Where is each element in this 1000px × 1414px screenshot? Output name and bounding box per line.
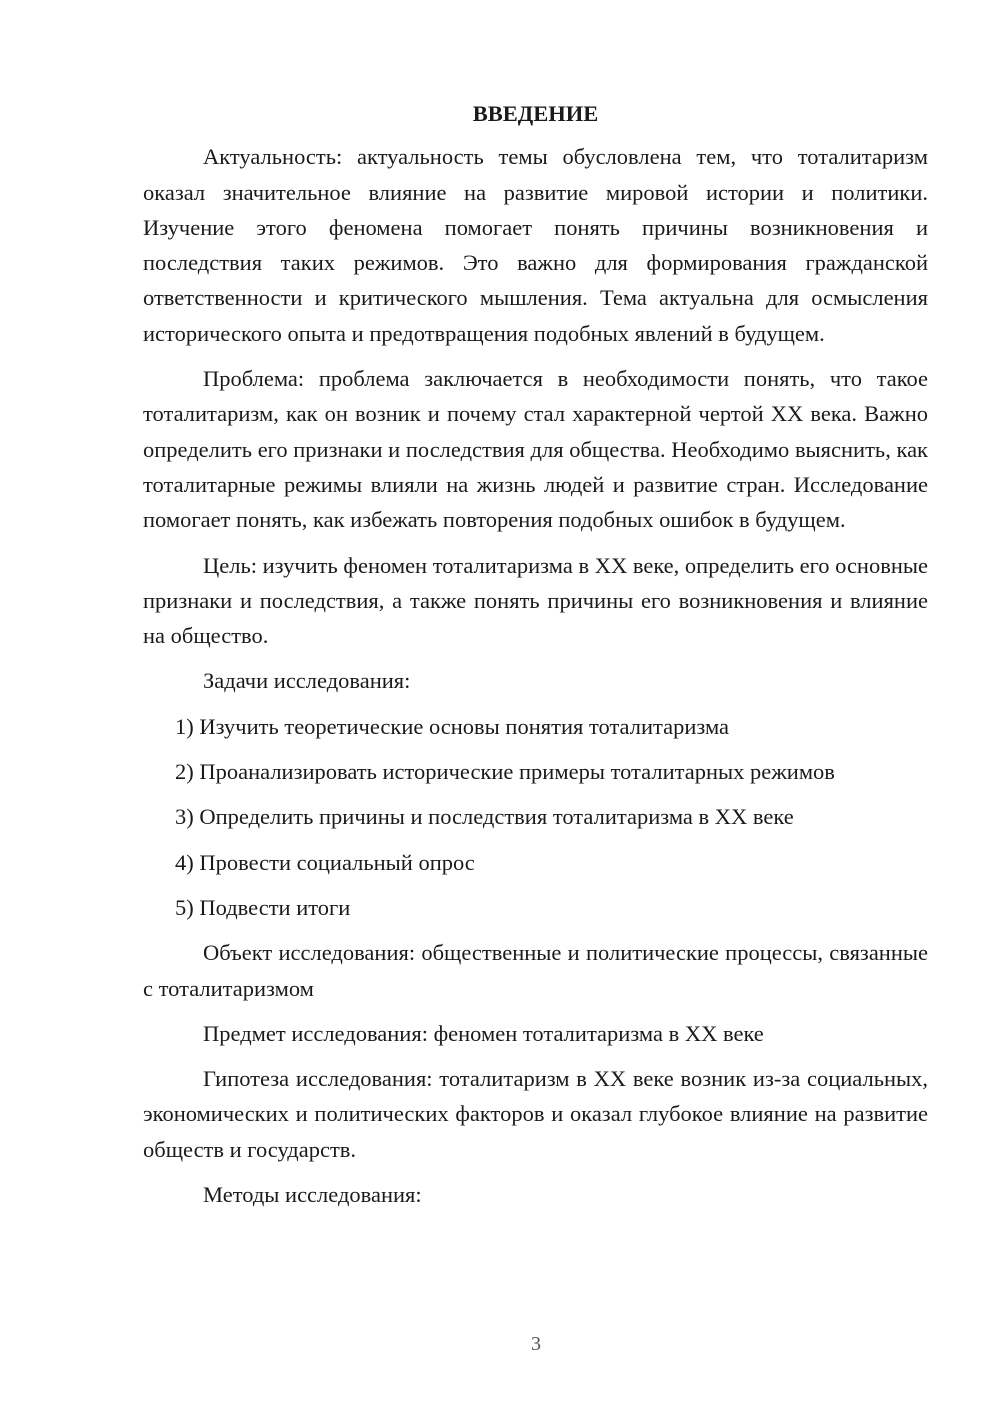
object-paragraph: Объект исследования: общественные и политические процессы, связанные с тоталитаризмом [143,940,928,1001]
goal-paragraph: Цель: изучить феномен тоталитаризма в XX веке, определить его основные признаки и последствия, а также понять причины его возникновения и влияние на общество. [143,552,928,649]
page-title: ВВЕДЕНИЕ [472,101,599,126]
list-item: 5) Подвести итоги [175,894,351,920]
methods-heading: Методы исследования: [203,1182,422,1208]
tasks-list [143,709,928,925]
page-content [143,96,928,1222]
list-item: 2) Проанализировать исторические примеры тоталитарных режимов [175,759,835,785]
page-number: 3 [531,1333,541,1355]
hypothesis-paragraph: Гипотеза исследования: тоталитаризм в XX веке возник из-за социальных, экономических и политических факторов и оказал глубокое влияние на развитие обществ и государств. [143,1066,928,1162]
relevance-paragraph: Актуальность: актуальность темы обусловлена тем, что тоталитаризм оказал значительное влияние на развитие мировой истории и политики. Изучение этого феномена помогает понять причины возникновения и последствия таких режимов. Это важно для формирования гражданской ответственности и критического мышления. Тема актуальна для осмысления исторического опыта и предотвращения подобных явлений в будущем. [143,144,928,346]
problem-paragraph: Проблема: проблема заключается в необходимости понять, что такое тоталитаризм, как он возник и почему стал характерной чертой XX века. Важно определить его признаки и последствия для общества. Необходимо выяснить, как тоталитарные режимы влияли на жизнь людей и развитие стран. Исследование помогает понять, как избежать повторения подобных ошибок в будущем. [143,366,928,533]
tasks-heading: Задачи исследования: [203,668,411,694]
list-item: 1) Изучить теоретические основы понятия тоталитаризма [175,713,730,739]
subject-paragraph: Предмет исследования: феномен тоталитаризма в XX веке [203,1020,764,1046]
list-item: 3) Определить причины и последствия тоталитаризма в XX веке [175,804,794,830]
list-item: 4) Провести социальный опрос [175,849,475,875]
